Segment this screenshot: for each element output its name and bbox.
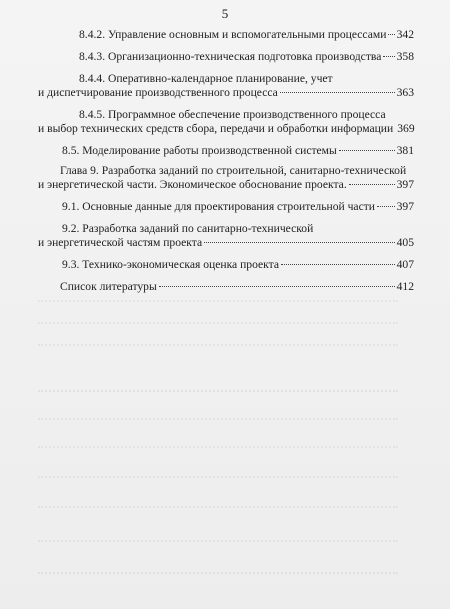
bleed-through-line — [38, 540, 398, 543]
bleed-through-line — [38, 476, 398, 479]
toc-entry-title-line1: 9.2. Разработка заданий по санитарно-технической — [62, 222, 314, 235]
toc-entry — [38, 50, 414, 64]
bleed-through-line — [38, 446, 398, 449]
toc-line — [62, 258, 414, 272]
table-of-contents — [38, 28, 415, 293]
dot-leader — [280, 92, 395, 93]
toc-chapter-title-line2: и энергетической части. Экономическое обоснование проекта. — [38, 178, 347, 191]
toc-entry — [38, 222, 414, 250]
toc-entry-title: Список литературы — [60, 280, 157, 293]
toc-entry-title: 8.5. Моделирование работы производственной системы — [62, 144, 337, 157]
toc-entry-title: 9.1. Основные данные для проектирования строительной части — [62, 200, 375, 213]
toc-entry — [38, 72, 414, 100]
toc-entry — [38, 258, 414, 272]
toc-page-ref: 369 — [397, 122, 415, 135]
dot-leader — [377, 206, 395, 207]
toc-line — [38, 236, 414, 250]
toc-page-ref: 397 — [396, 200, 414, 213]
toc-entry-title: 9.3. Технико-экономическая оценка проекта — [62, 258, 279, 271]
dot-leader — [383, 56, 394, 57]
toc-entry — [38, 108, 414, 136]
toc-page-ref: 381 — [396, 144, 414, 157]
toc-line — [79, 28, 414, 42]
bleed-through-line — [38, 390, 398, 393]
bleed-through-line — [38, 418, 398, 421]
dot-leader — [339, 150, 395, 151]
toc-line — [38, 178, 414, 192]
dot-leader — [204, 242, 394, 243]
toc-entry-title-line1: 8.4.5. Программное обеспечение производственного процесса — [79, 108, 386, 121]
toc-entry-title: 8.4.2. Управление основным и вспомогательными процессами — [79, 28, 387, 41]
toc-entry-title-line2: и энергетической частям проекта — [38, 236, 203, 249]
toc-entry — [38, 144, 414, 158]
dot-leader — [388, 34, 394, 35]
toc-line — [62, 144, 414, 158]
toc-line — [60, 280, 414, 294]
toc-page-ref: 405 — [396, 236, 414, 249]
toc-line — [38, 122, 414, 136]
page-number: 5 — [221, 6, 229, 21]
bleed-through-line — [38, 344, 398, 347]
toc-line — [62, 200, 414, 214]
bleed-through-line — [38, 506, 398, 509]
toc-line — [38, 86, 414, 100]
toc-entry-title-line2: и выбор технических средств сбора, передачи и обработки информации — [38, 122, 394, 135]
toc-entry-title-line2: и диспетчирование производственного процесса — [38, 86, 278, 99]
toc-page-ref: 407 — [396, 258, 414, 271]
toc-entry-title-line1: 8.4.4. Оперативно-календарное планирование, учет — [79, 72, 333, 85]
bleed-through-line — [38, 300, 398, 303]
toc-chapter-title-line1: Глава 9. Разработка заданий по строительной, санитарно-технической — [60, 164, 407, 177]
toc-line — [79, 50, 414, 64]
toc-page-ref: 342 — [396, 28, 414, 41]
toc-entry-title: 8.4.3. Организационно-техническая подготовка производства — [79, 50, 382, 63]
dot-leader — [281, 264, 395, 265]
toc-entry — [38, 28, 414, 42]
toc-chapter-entry — [38, 164, 414, 192]
dot-leader — [349, 184, 395, 185]
bleed-through-line — [38, 572, 398, 575]
toc-entry — [38, 200, 414, 214]
dot-leader — [159, 286, 395, 287]
toc-page-ref: 412 — [396, 280, 414, 293]
toc-entry — [38, 280, 414, 294]
toc-page-ref: 363 — [396, 86, 414, 99]
toc-page-ref: 358 — [396, 50, 414, 63]
bleed-through-line — [38, 322, 398, 325]
toc-page-ref: 397 — [396, 178, 414, 191]
